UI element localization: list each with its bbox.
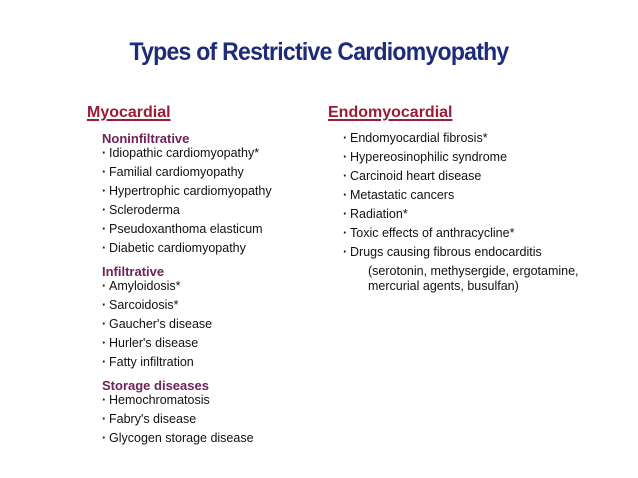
list-item: · Diabetic cardiomyopathy — [102, 241, 337, 260]
list-item: · Amyloidosis* — [102, 279, 337, 298]
myocardial-list — [102, 131, 337, 450]
group-heading-infiltrative: Infiltrative — [102, 264, 165, 279]
endomyocardial-column — [328, 103, 578, 294]
list-item: · Toxic effects of anthracycline* — [343, 226, 578, 245]
list-item: · Gaucher's disease — [102, 317, 337, 336]
list-item: · Scleroderma — [102, 203, 337, 222]
list-item: · Hypertrophic cardiomyopathy — [102, 184, 337, 203]
list-item: · Hurler's disease — [102, 336, 337, 355]
list-item: · Radiation* — [343, 207, 578, 226]
group-heading-noninfiltrative: Noninfiltrative — [102, 131, 190, 146]
list-item: · Glycogen storage disease — [102, 431, 337, 450]
endomyocardial-list — [343, 131, 578, 294]
group-noninfiltrative — [102, 131, 337, 260]
list-item: · Endomyocardial fibrosis* — [343, 131, 578, 150]
group-infiltrative — [102, 264, 337, 374]
group-storage-diseases — [102, 378, 337, 450]
page-title: Types of Restrictive Cardiomyopathy — [129, 38, 509, 66]
list-item: · Familial cardiomyopathy — [102, 165, 337, 184]
myocardial-column — [87, 103, 337, 450]
list-item: · Hypereosinophilic syndrome — [343, 150, 578, 169]
group-heading-storage-diseases: Storage diseases — [102, 378, 209, 393]
myocardial-heading: Myocardial — [87, 104, 171, 121]
list-item: · Drugs causing fibrous endocarditis — [343, 245, 578, 264]
drugs-detail-text: (serotonin, methysergide, ergotamine, mercurial agents, busulfan) — [368, 264, 579, 293]
list-item: · Fatty infiltration — [102, 355, 337, 374]
endomyocardial-heading: Endomyocardial — [328, 104, 453, 121]
list-item: · Metastatic cancers — [343, 188, 578, 207]
list-item: · Hemochromatosis — [102, 393, 337, 412]
list-item: · Carcinoid heart disease — [343, 169, 578, 188]
list-item: · Sarcoidosis* — [102, 298, 337, 317]
list-item: · Idiopathic cardiomyopathy* — [102, 146, 337, 165]
list-item: · Fabry's disease — [102, 412, 337, 431]
list-item: · Pseudoxanthoma elasticum — [102, 222, 337, 241]
